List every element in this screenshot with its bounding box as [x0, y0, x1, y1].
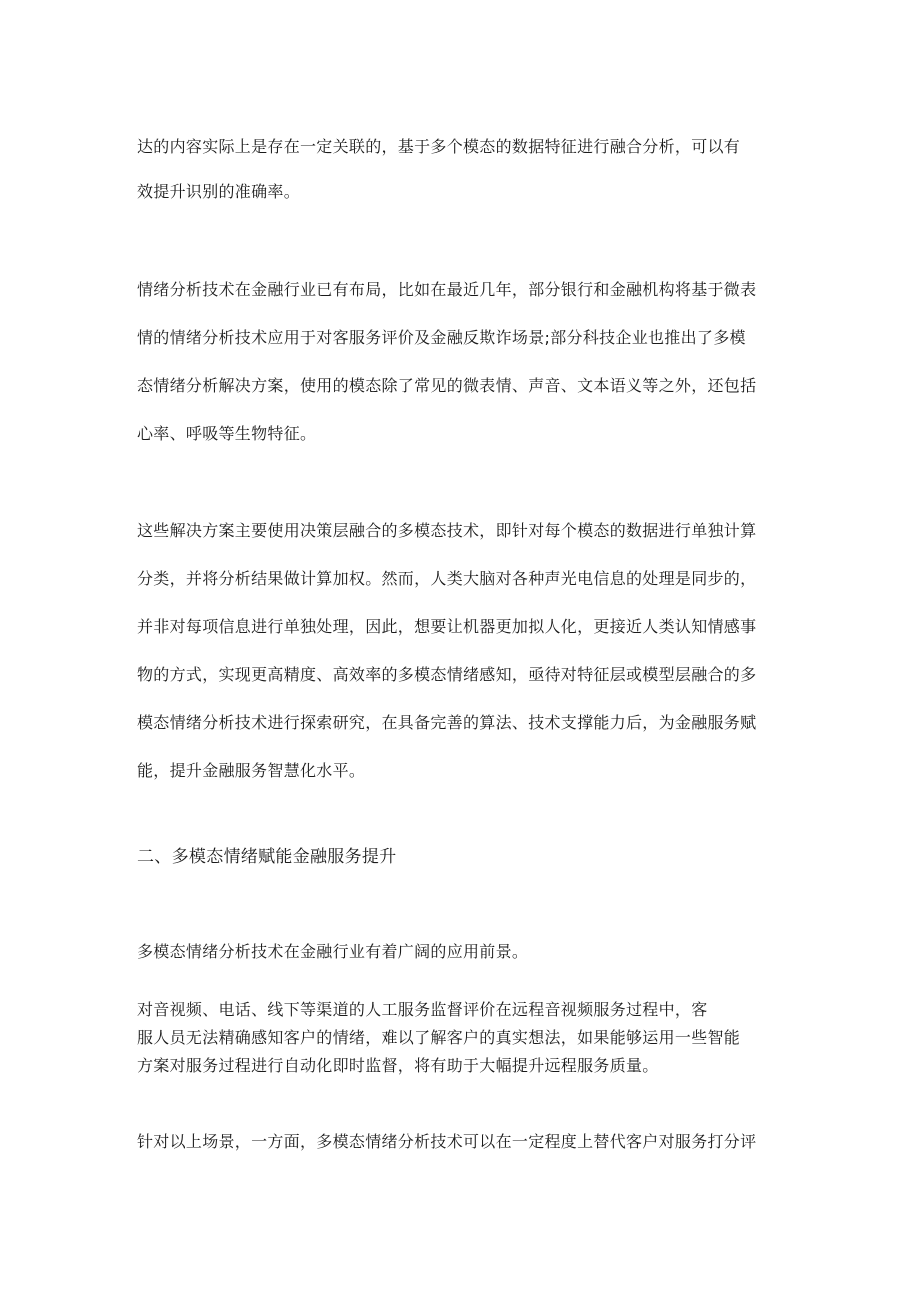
text-line: 针对以上场景，一方面，多模态情绪分析技术可以在一定程度上替代客户对服务打分评	[137, 1132, 757, 1151]
text-line: 对音视频、电话、线下等渠道的人工服务监督评价在远程音视频服务过程中，客	[137, 1000, 708, 1019]
text-line: 能，提升金融服务智慧化水平。	[137, 761, 366, 780]
text-line: 分类，并将分析结果做计算加权。然而，人类大脑对各种声光电信息的处理是同步的，	[137, 569, 757, 588]
text-line: 这些解决方案主要使用决策层融合的多模态技术，即针对每个模态的数据进行单独计算	[137, 521, 757, 540]
text-line: 达的内容实际上是存在一定关联的，基于多个模态的数据特征进行融合分析，可以有	[137, 137, 741, 156]
paragraph-finance-layout	[137, 266, 787, 458]
paragraph-decision-fusion	[137, 507, 787, 795]
text-line: 效提升识别的准确率。	[137, 182, 301, 201]
text-line: 情绪分析技术在金融行业已有布局，比如在最近几年，部分银行和金融机构将基于微表	[137, 280, 757, 299]
text-line: 心率、呼吸等生物特征。	[137, 424, 317, 443]
text-line: 并非对每项信息进行单独处理，因此，想要让机器更加拟人化，更接近人类认知情感事	[137, 617, 757, 636]
paragraph-scenario	[137, 1130, 787, 1154]
text-line: 多模态情绪分析技术在金融行业有着广阔的应用前景。	[137, 942, 529, 961]
section-heading-text: 二、多模态情绪赋能金融服务提升	[137, 847, 397, 867]
text-line: 态情绪分析解决方案，使用的模态除了常见的微表情、声音、文本语义等之外，还包括	[137, 376, 757, 395]
section-heading	[137, 845, 787, 869]
paragraph-application-prospect	[137, 940, 787, 964]
text-line: 模态情绪分析技术进行探索研究，在具备完善的算法、技术支撑能力后，为金融服务赋	[137, 713, 757, 732]
text-line: 方案对服务过程进行自动化即时监督，将有助于大幅提升远程服务质量。	[137, 1056, 659, 1075]
paragraph-fusion-accuracy	[137, 124, 787, 214]
text-line: 情的情绪分析技术应用于对客服务评价及金融反欺诈场景;部分科技企业也推出了多模	[137, 328, 746, 347]
text-line: 物的方式，实现更高精度、高效率的多模态情绪感知，亟待对特征层或模型层融合的多	[137, 665, 757, 684]
text-line: 服人员无法精确感知客户的情绪，难以了解客户的真实想法，如果能够运用一些智能	[137, 1028, 741, 1047]
paragraph-service-supervision	[137, 996, 787, 1080]
